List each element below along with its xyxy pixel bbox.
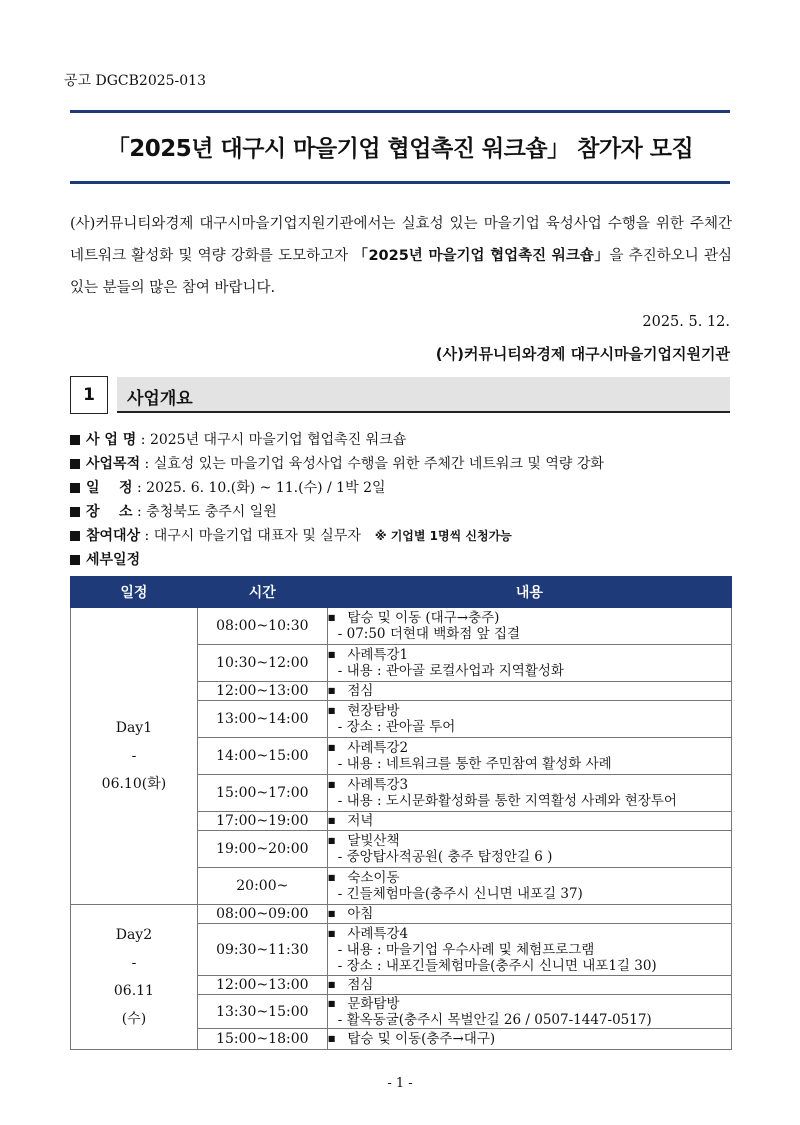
schedule-body bbox=[71, 608, 732, 1050]
title-rule-top bbox=[70, 110, 730, 113]
intro-text-after: 을 추진하오니 관심있는 분들의 많은 참여 바랍니다. bbox=[70, 248, 732, 296]
content-cell bbox=[327, 738, 731, 775]
page-title: 「2025년 대구시 마을기업 협업촉진 워크숍」 참가자 모집 bbox=[106, 136, 694, 162]
content-cell bbox=[327, 812, 731, 831]
time-cell: 15:00~17:00 bbox=[197, 775, 327, 812]
content-detail: - 07:50 더현대 백화점 앞 집결 bbox=[337, 626, 521, 642]
intro-paragraph bbox=[70, 208, 732, 304]
section-title: 사업개요 bbox=[117, 377, 730, 413]
content-detail: - 장소 : 관아골 투어 bbox=[337, 719, 456, 735]
time-cell: 13:30~15:00 bbox=[197, 995, 327, 1029]
content-title: ■ 사례특강3 bbox=[328, 777, 731, 793]
square-bullet-icon bbox=[70, 531, 80, 541]
overview-item-schedule: 일 정 : 2025. 6. 10.(화) ~ 11.(수) / 1박 2일 bbox=[70, 476, 750, 500]
time-cell: 19:00~20:00 bbox=[197, 831, 327, 868]
section-number: 1 bbox=[70, 376, 108, 414]
content-detail: - 내용 : 마을기업 우수사례 및 체험프로그램 bbox=[337, 941, 595, 958]
label-detail-schedule: 세부일정 bbox=[86, 552, 141, 568]
content-title: ■ 저녁 bbox=[328, 813, 731, 829]
content-detail: - 활옥동굴(충주시 목벌안길 26 / 0507-1447-0517) bbox=[337, 1011, 652, 1028]
overview-item-target: 참여대상 : 대구시 마을기업 대표자 및 실무자 ※ 기업별 1명씩 신청가능 bbox=[70, 524, 750, 548]
day1-line3: 06.10(화) bbox=[101, 776, 167, 792]
content-title: ■ 탑승 및 이동 (대구→충주) bbox=[328, 610, 731, 626]
overview-item-detail bbox=[70, 548, 750, 572]
value-place: 충청북도 충주시 일원 bbox=[146, 504, 277, 520]
day2-line1: Day2 bbox=[115, 927, 153, 943]
header-time: 시간 bbox=[197, 577, 327, 608]
overview-item-place: 장 소 : 충청북도 충주시 일원 bbox=[70, 500, 750, 524]
intro-bold-event-name: 「2025년 마을기업 협업촉진 워크숍」 bbox=[353, 248, 610, 264]
header-content: 내용 bbox=[327, 577, 731, 608]
content-cell bbox=[327, 608, 731, 645]
page-number: - 1 - bbox=[387, 1076, 413, 1091]
label-name: 사 업 명 bbox=[86, 432, 137, 448]
content-title: ■ 점심 bbox=[328, 683, 731, 699]
content-title: ■ 사례특강2 bbox=[328, 740, 731, 756]
day1-cell bbox=[71, 608, 198, 905]
value-schedule: 2025. 6. 10.(화) ~ 11.(수) / 1박 2일 bbox=[146, 480, 386, 496]
content-cell bbox=[327, 924, 731, 976]
day2-line4: (수) bbox=[121, 1011, 147, 1027]
content-title: ■ 사례특강4 bbox=[328, 926, 731, 942]
content-title: ■ 아침 bbox=[328, 906, 731, 922]
square-bullet-icon bbox=[70, 435, 80, 445]
time-cell: 08:00~10:30 bbox=[197, 608, 327, 645]
announcement-date: 2025. 5. 12. bbox=[642, 314, 730, 330]
overview-list bbox=[70, 428, 750, 572]
content-title: ■ 탑승 및 이동(충주→대구) bbox=[328, 1031, 731, 1047]
time-cell: 10:30~12:00 bbox=[197, 645, 327, 682]
content-title: ■ 달빛산책 bbox=[328, 833, 731, 849]
value-target: 대구시 마을기업 대표자 및 실무자 bbox=[153, 528, 361, 544]
day1-line2: - bbox=[131, 748, 137, 764]
time-cell: 14:00~15:00 bbox=[197, 738, 327, 775]
content-detail: - 내용 : 네트워크를 통한 주민참여 활성화 사례 bbox=[337, 756, 612, 772]
day1-line1: Day1 bbox=[115, 720, 153, 736]
content-cell bbox=[327, 701, 731, 738]
label-schedule: 일 정 bbox=[86, 480, 133, 496]
table-header-row bbox=[71, 577, 732, 608]
table-row bbox=[71, 905, 732, 924]
time-cell: 20:00~ bbox=[197, 868, 327, 905]
time-cell: 17:00~19:00 bbox=[197, 812, 327, 831]
intro-text-before: (사)커뮤니티와경제 대구시마을기업지원기관에서는 실효성 있는 마을기업 육성사업 수행을 위한 주체간 네트워크 활성화 및 역량 강화를 도모하고자 bbox=[70, 216, 732, 264]
overview-item-purpose: 사업목적 : 실효성 있는 마을기업 육성사업 수행을 위한 주체간 네트워크 및 역량 강화 bbox=[70, 452, 750, 476]
target-note: ※ 기업별 1명씩 신청가능 bbox=[374, 529, 512, 543]
label-place: 장 소 bbox=[86, 504, 133, 520]
time-cell: 12:00~13:00 bbox=[197, 682, 327, 701]
overview-item-name: 사 업 명 : 2025년 대구시 마을기업 협업촉진 워크숍 bbox=[70, 428, 750, 452]
time-cell: 08:00~09:00 bbox=[197, 905, 327, 924]
content-detail: - 내용 : 도시문화활성화를 통한 지역활성 사례와 현장투어 bbox=[337, 793, 677, 809]
value-name: 2025년 대구시 마을기업 협업촉진 워크숍 bbox=[149, 432, 407, 448]
time-cell: 12:00~13:00 bbox=[197, 976, 327, 995]
day2-line3: 06.11 bbox=[113, 983, 154, 999]
content-detail: - 긴들체험마을(충주시 신니면 내포길 37) bbox=[337, 886, 583, 902]
content-title: ■ 현장탐방 bbox=[328, 703, 731, 719]
schedule-table bbox=[70, 576, 732, 1050]
content-cell bbox=[327, 645, 731, 682]
content-cell bbox=[327, 995, 731, 1029]
label-purpose: 사업목적 bbox=[86, 456, 141, 472]
time-cell: 09:30~11:30 bbox=[197, 924, 327, 976]
table-row bbox=[71, 608, 732, 645]
content-cell bbox=[327, 682, 731, 701]
square-bullet-icon bbox=[70, 555, 80, 565]
content-title: ■ 점심 bbox=[328, 977, 731, 993]
square-bullet-icon bbox=[70, 483, 80, 493]
notice-number: 공고 DGCB2025-013 bbox=[64, 73, 206, 89]
content-title: ■ 문화탐방 bbox=[328, 996, 731, 1012]
content-title: ■ 숙소이동 bbox=[328, 870, 731, 886]
content-cell bbox=[327, 868, 731, 905]
organization-name: (사)커뮤니티와경제 대구시마을기업지원기관 bbox=[435, 345, 730, 363]
value-purpose: 실효성 있는 마을기업 육성사업 수행을 위한 주체간 네트워크 및 역량 강화 bbox=[153, 456, 604, 472]
content-cell bbox=[327, 831, 731, 868]
time-cell: 15:00~18:00 bbox=[197, 1029, 327, 1050]
title-rule-bottom bbox=[70, 181, 730, 184]
header-day: 일정 bbox=[71, 577, 198, 608]
square-bullet-icon bbox=[70, 459, 80, 469]
content-cell bbox=[327, 775, 731, 812]
time-cell: 13:00~14:00 bbox=[197, 701, 327, 738]
content-cell bbox=[327, 976, 731, 995]
content-title: ■ 사례특강1 bbox=[328, 647, 731, 663]
label-target: 참여대상 bbox=[86, 528, 141, 544]
content-cell bbox=[327, 905, 731, 924]
day2-cell bbox=[71, 905, 198, 1050]
content-cell bbox=[327, 1029, 731, 1050]
content-detail: - 중앙탑사적공원( 충주 탑정안길 6 ) bbox=[337, 849, 553, 865]
day2-line2: - bbox=[131, 955, 137, 971]
square-bullet-icon bbox=[70, 507, 80, 517]
content-detail: - 장소 : 내포긴들체험마을(충주시 신니면 내포1길 30) bbox=[337, 957, 657, 974]
content-detail: - 내용 : 관아골 로컬사업과 지역활성화 bbox=[337, 663, 564, 679]
